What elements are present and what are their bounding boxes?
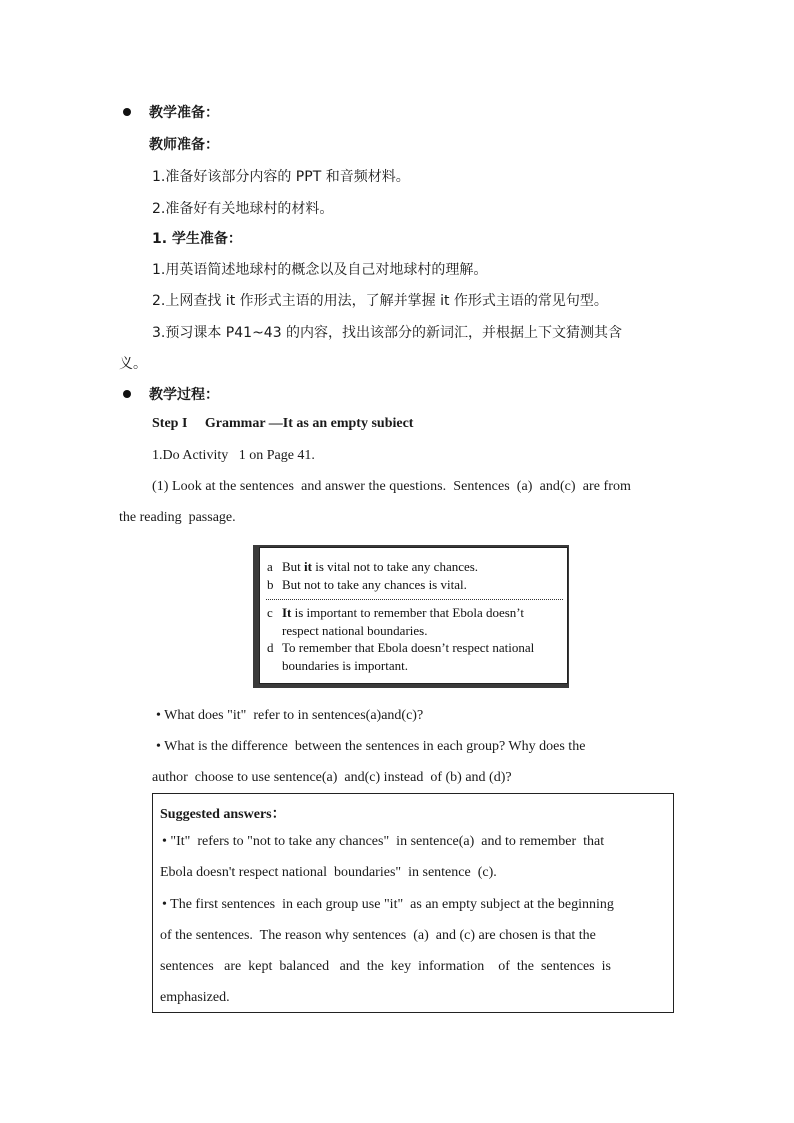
instruction-line-2: the reading passage.: [119, 510, 236, 525]
answer-1: • "It" refers to "not to take any chances" in sentence(a) and to remember that: [162, 834, 605, 849]
answers-heading: Suggested answers：: [160, 807, 286, 822]
bullet-icon: [123, 390, 131, 398]
question-2-line-2: author choose to use sentence(a) and(c) instead of (b) and (d)?: [152, 770, 512, 785]
teacher-prep-item: 1.准备好该部分内容的 PPT 和音频材料。: [152, 169, 410, 185]
row-text: But not to take any chances is vital.: [282, 577, 467, 592]
section-heading-prep: 教学准备：: [149, 105, 219, 121]
student-prep-heading: 1. 学生准备：: [152, 231, 242, 247]
student-prep-item: 2.上网查找 it 作形式主语的用法，了解并掌握 it 作形式主语的常见句型。: [152, 293, 608, 309]
row-text: respect national boundaries.: [282, 623, 428, 638]
teacher-prep-item: 2.准备好有关地球村的材料。: [152, 201, 334, 217]
row-letter: d: [267, 640, 274, 655]
instruction-line: [152, 479, 672, 495]
row-letter: a: [267, 559, 273, 574]
question-1: • What does "it" refer to in sentences(a)and(c)?: [156, 708, 424, 723]
answer-2-line-3: sentences are kept balanced and the key information of the sentences is: [160, 959, 611, 974]
row-text-bold: It: [282, 605, 292, 620]
row-text-bold: it: [304, 559, 312, 574]
answer-1-line-2: Ebola doesn't respect national boundaries" in sentence (c).: [160, 865, 497, 880]
bullet-icon: [123, 108, 131, 116]
student-prep-item: 1.用英语简述地球村的概念以及自己对地球村的理解。: [152, 262, 488, 278]
row-text: [282, 559, 478, 575]
dotted-divider: [266, 599, 563, 600]
answer-2-line-4: emphasized.: [160, 990, 230, 1005]
row-text: To remember that Ebola doesn’t respect national: [282, 640, 535, 655]
row-letter: b: [267, 577, 274, 592]
student-prep-item: 义。: [119, 356, 147, 372]
row-text: boundaries is important.: [282, 658, 409, 673]
suggested-answers-box: [152, 793, 674, 1013]
answer-2: • The first sentences in each group use "it" as an empty subject at the beginning: [162, 897, 614, 912]
example-sentences-figure: [259, 547, 568, 684]
row-text-part: is vital not to take any chances.: [312, 559, 479, 574]
student-prep-item: 3.预习课本 P41~43 的内容，找出该部分的新词汇，并根据上下文猜测其含: [152, 325, 623, 341]
row-text-part: is important to remember that Ebola doesn’t: [291, 605, 525, 620]
step-heading: Step I Grammar —It as an empty subiect: [152, 416, 414, 431]
row-text-part: But: [282, 559, 305, 574]
activity-line: 1.Do Activity 1 on Page 41.: [152, 448, 315, 463]
question-2: • What is the difference between the sentences in each group? Why does the: [156, 739, 586, 754]
row-letter: c: [267, 605, 273, 620]
row-text: [282, 605, 524, 621]
instruction-text: (1) Look at the sentences and answer the questions. Sentences (a) and(c) are from: [152, 479, 631, 494]
section-heading-process: 教学过程：: [149, 387, 219, 403]
teacher-prep-heading: 教师准备：: [149, 137, 219, 153]
answer-2-line-2: of the sentences. The reason why sentences (a) and (c) are chosen is that the: [160, 928, 596, 943]
